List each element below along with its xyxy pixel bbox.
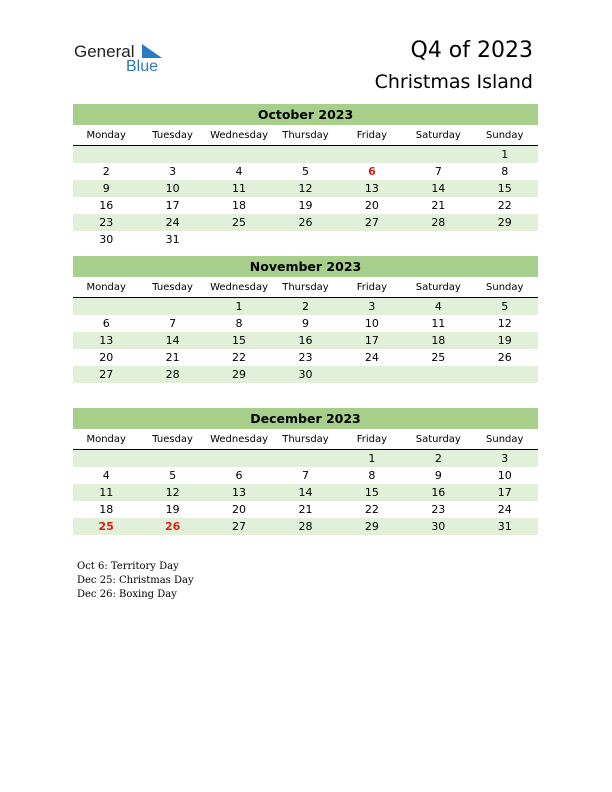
day-cell bbox=[206, 231, 272, 248]
weekday-label: Tuesday bbox=[152, 434, 193, 445]
day-cell: 16 bbox=[99, 199, 114, 212]
day-cell: 16 bbox=[431, 486, 446, 499]
day-cell: 18 bbox=[99, 503, 114, 516]
week-row bbox=[73, 315, 538, 332]
page-subtitle: Christmas Island bbox=[374, 71, 533, 93]
day-cell: 30 bbox=[431, 520, 446, 533]
weekday-label: Monday bbox=[86, 130, 126, 141]
day-cell: 18 bbox=[232, 199, 247, 212]
week-row bbox=[73, 484, 538, 501]
day-cell bbox=[139, 146, 205, 163]
day-cell: 22 bbox=[364, 503, 379, 516]
logo-blue-text: Blue bbox=[126, 58, 159, 75]
day-cell: 1 bbox=[235, 300, 243, 313]
weekday-header-row bbox=[73, 127, 538, 146]
day-cell: 26 bbox=[298, 216, 313, 229]
day-cell: 1 bbox=[501, 148, 509, 161]
day-cell: 27 bbox=[99, 368, 114, 381]
day-cell: 1 bbox=[368, 452, 376, 465]
day-cell: 8 bbox=[501, 165, 509, 178]
month-calendar bbox=[73, 408, 538, 535]
day-cell: 26 bbox=[164, 520, 181, 533]
day-cell bbox=[73, 450, 139, 467]
day-cell: 19 bbox=[497, 334, 512, 347]
holiday-notes bbox=[77, 560, 194, 602]
week-row bbox=[73, 146, 538, 163]
day-cell: 31 bbox=[497, 520, 512, 533]
month-calendar bbox=[73, 104, 538, 248]
weekday-label: Thursday bbox=[282, 282, 329, 293]
week-row bbox=[73, 180, 538, 197]
day-cell: 9 bbox=[301, 317, 309, 330]
day-cell: 20 bbox=[99, 351, 114, 364]
week-row bbox=[73, 231, 538, 248]
day-cell: 17 bbox=[364, 334, 379, 347]
day-cell: 2 bbox=[434, 452, 442, 465]
day-cell bbox=[339, 366, 405, 383]
weekday-label: Saturday bbox=[415, 434, 461, 445]
day-cell: 3 bbox=[169, 165, 177, 178]
day-cell bbox=[206, 450, 272, 467]
day-cell: 20 bbox=[232, 503, 247, 516]
weekday-label: Wednesday bbox=[210, 434, 268, 445]
logo-flag-icon bbox=[142, 44, 162, 58]
weekday-label: Tuesday bbox=[152, 282, 193, 293]
day-cell: 3 bbox=[501, 452, 509, 465]
day-cell bbox=[405, 366, 471, 383]
day-cell: 11 bbox=[232, 182, 247, 195]
month-calendar bbox=[73, 256, 538, 383]
week-row bbox=[73, 518, 538, 535]
week-row bbox=[73, 366, 538, 383]
day-cell: 14 bbox=[431, 182, 446, 195]
day-cell: 24 bbox=[364, 351, 379, 364]
weekday-label: Sunday bbox=[486, 282, 524, 293]
day-cell: 12 bbox=[497, 317, 512, 330]
day-cell bbox=[339, 231, 405, 248]
day-cell: 5 bbox=[301, 165, 309, 178]
day-cell: 9 bbox=[102, 182, 110, 195]
day-cell: 10 bbox=[497, 469, 512, 482]
day-cell bbox=[405, 231, 471, 248]
day-cell: 9 bbox=[434, 469, 442, 482]
day-cell: 29 bbox=[364, 520, 379, 533]
day-cell: 5 bbox=[169, 469, 177, 482]
week-row bbox=[73, 349, 538, 366]
day-cell: 13 bbox=[99, 334, 114, 347]
day-cell bbox=[339, 146, 405, 163]
day-cell: 7 bbox=[434, 165, 442, 178]
weekday-header-row bbox=[73, 431, 538, 450]
day-cell: 8 bbox=[235, 317, 243, 330]
day-cell: 20 bbox=[364, 199, 379, 212]
weekday-label: Thursday bbox=[282, 434, 329, 445]
day-cell: 22 bbox=[497, 199, 512, 212]
day-cell: 28 bbox=[165, 368, 180, 381]
day-cell: 17 bbox=[497, 486, 512, 499]
day-cell: 25 bbox=[98, 520, 114, 533]
week-row bbox=[73, 450, 538, 467]
day-cell bbox=[139, 450, 205, 467]
day-cell: 21 bbox=[165, 351, 180, 364]
day-cell: 28 bbox=[431, 216, 446, 229]
week-row bbox=[73, 214, 538, 231]
day-cell: 21 bbox=[298, 503, 313, 516]
day-cell: 23 bbox=[431, 503, 446, 516]
weekday-label: Wednesday bbox=[210, 130, 268, 141]
day-cell bbox=[272, 146, 338, 163]
day-cell: 30 bbox=[99, 233, 114, 246]
day-cell: 21 bbox=[431, 199, 446, 212]
page-title: Q4 of 2023 bbox=[410, 38, 533, 63]
day-cell bbox=[472, 231, 538, 248]
day-cell: 13 bbox=[232, 486, 247, 499]
day-cell: 15 bbox=[232, 334, 247, 347]
day-cell: 17 bbox=[165, 199, 180, 212]
month-title: November 2023 bbox=[73, 256, 538, 277]
day-cell: 7 bbox=[169, 317, 177, 330]
week-row bbox=[73, 298, 538, 315]
week-row bbox=[73, 501, 538, 518]
day-cell bbox=[206, 146, 272, 163]
weekday-label: Sunday bbox=[486, 434, 524, 445]
day-cell: 6 bbox=[102, 317, 110, 330]
weekday-label: Thursday bbox=[282, 130, 329, 141]
day-cell: 27 bbox=[364, 216, 379, 229]
week-row bbox=[73, 332, 538, 349]
holiday-note: Dec 25: Christmas Day bbox=[77, 575, 194, 586]
day-cell: 26 bbox=[497, 351, 512, 364]
day-cell: 12 bbox=[298, 182, 313, 195]
day-cell: 22 bbox=[232, 351, 247, 364]
weekday-label: Monday bbox=[86, 282, 126, 293]
weekday-label: Tuesday bbox=[152, 130, 193, 141]
day-cell: 16 bbox=[298, 334, 313, 347]
day-cell: 18 bbox=[431, 334, 446, 347]
day-cell bbox=[472, 366, 538, 383]
weekday-label: Sunday bbox=[486, 130, 524, 141]
day-cell: 19 bbox=[165, 503, 180, 516]
week-row bbox=[73, 163, 538, 180]
weekday-label: Saturday bbox=[415, 130, 461, 141]
day-cell: 6 bbox=[368, 165, 376, 178]
day-cell: 6 bbox=[235, 469, 243, 482]
day-cell: 28 bbox=[298, 520, 313, 533]
day-cell: 24 bbox=[497, 503, 512, 516]
day-cell: 23 bbox=[298, 351, 313, 364]
month-title: December 2023 bbox=[73, 408, 538, 429]
day-cell: 10 bbox=[364, 317, 379, 330]
day-cell: 14 bbox=[165, 334, 180, 347]
day-cell: 29 bbox=[497, 216, 512, 229]
day-cell: 7 bbox=[301, 469, 309, 482]
weekday-label: Friday bbox=[356, 434, 388, 445]
logo bbox=[74, 42, 174, 78]
day-cell: 15 bbox=[497, 182, 512, 195]
day-cell: 19 bbox=[298, 199, 313, 212]
day-cell: 27 bbox=[232, 520, 247, 533]
day-cell: 30 bbox=[298, 368, 313, 381]
day-cell: 25 bbox=[431, 351, 446, 364]
holiday-note: Dec 26: Boxing Day bbox=[77, 589, 177, 600]
day-cell: 15 bbox=[364, 486, 379, 499]
day-cell bbox=[73, 298, 139, 315]
day-cell: 11 bbox=[431, 317, 446, 330]
day-cell: 29 bbox=[232, 368, 247, 381]
day-cell: 25 bbox=[232, 216, 247, 229]
day-cell: 24 bbox=[165, 216, 180, 229]
day-cell: 4 bbox=[434, 300, 442, 313]
day-cell: 10 bbox=[165, 182, 180, 195]
day-cell: 31 bbox=[165, 233, 180, 246]
day-cell: 14 bbox=[298, 486, 313, 499]
day-cell bbox=[73, 146, 139, 163]
day-cell bbox=[272, 231, 338, 248]
week-row bbox=[73, 197, 538, 214]
logo-general-text: General bbox=[74, 42, 135, 61]
day-cell: 23 bbox=[99, 216, 114, 229]
day-cell: 11 bbox=[99, 486, 114, 499]
day-cell: 2 bbox=[102, 165, 110, 178]
weekday-label: Saturday bbox=[415, 282, 461, 293]
holiday-note: Oct 6: Territory Day bbox=[77, 561, 179, 572]
week-row bbox=[73, 467, 538, 484]
weekday-header-row bbox=[73, 279, 538, 298]
day-cell: 13 bbox=[364, 182, 379, 195]
day-cell: 3 bbox=[368, 300, 376, 313]
day-cell: 4 bbox=[235, 165, 243, 178]
weekday-label: Monday bbox=[86, 434, 126, 445]
day-cell: 5 bbox=[501, 300, 509, 313]
day-cell bbox=[272, 450, 338, 467]
day-cell: 2 bbox=[301, 300, 309, 313]
day-cell: 12 bbox=[165, 486, 180, 499]
weekday-label: Wednesday bbox=[210, 282, 268, 293]
weekday-label: Friday bbox=[356, 130, 388, 141]
day-cell: 4 bbox=[102, 469, 110, 482]
day-cell bbox=[139, 298, 205, 315]
month-title: October 2023 bbox=[73, 104, 538, 125]
day-cell: 8 bbox=[368, 469, 376, 482]
day-cell bbox=[405, 146, 471, 163]
weekday-label: Friday bbox=[356, 282, 388, 293]
